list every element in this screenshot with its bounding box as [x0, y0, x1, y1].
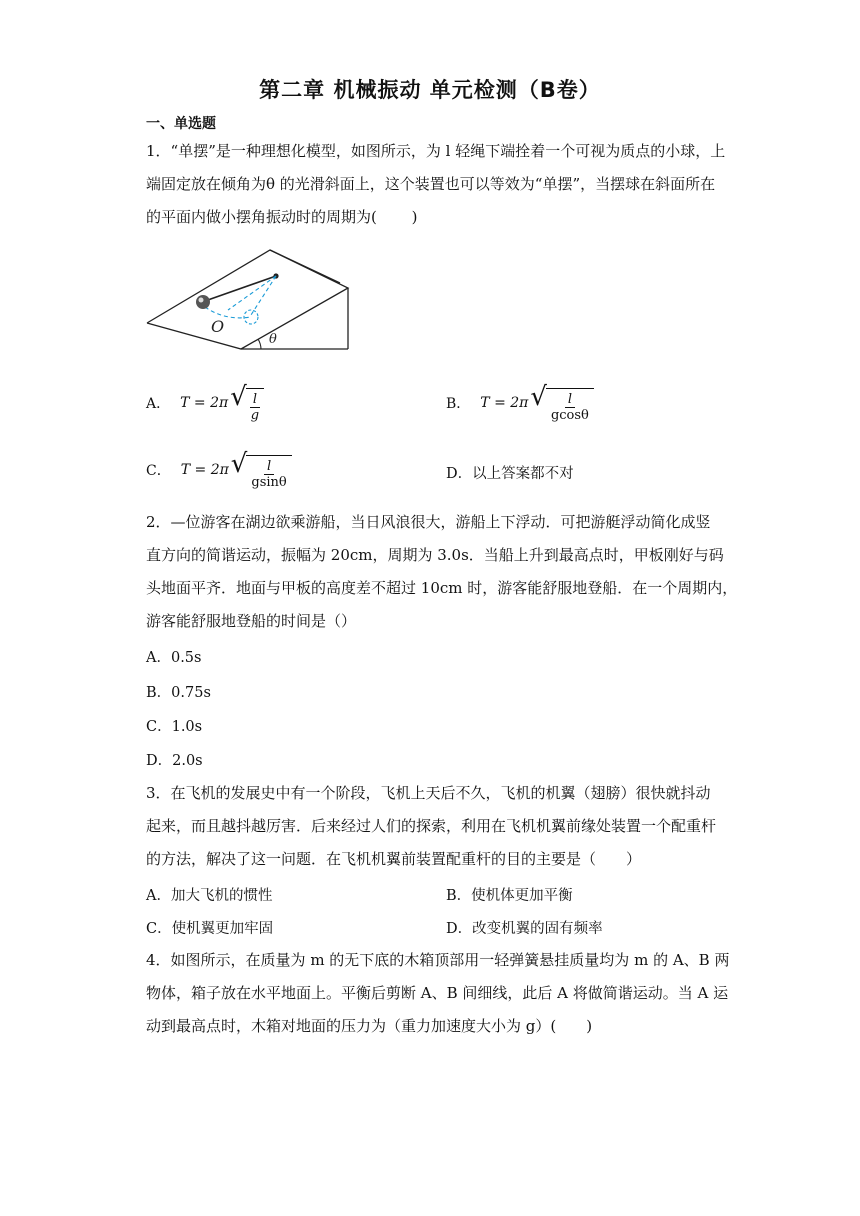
- q1-option-b[interactable]: [446, 382, 594, 423]
- q1-option-c[interactable]: [146, 449, 292, 490]
- sqrt-icon: √: [230, 449, 248, 479]
- q2-line-4: 游客能舒服地登船的时间是（）: [146, 612, 357, 630]
- option-label: C．: [146, 462, 171, 479]
- q4-line-1: 4．如图所示，在质量为 m 的无下底的木箱顶部用一轻弹簧悬挂质量均为 m 的 A、B 两: [146, 951, 730, 969]
- q2-option-a[interactable]: A．0.5s: [146, 650, 202, 666]
- section-heading: 一、单选题: [146, 116, 216, 132]
- q1-line-1: 1．“单摆”是一种理想化模型，如图所示，为 l 轻绳下端拴着一个可视为质点的小球，上: [146, 142, 726, 160]
- q3-option-a[interactable]: A．加大飞机的惯性: [146, 888, 273, 904]
- q1-line-3: 的平面内做小摆角振动时的周期为( ): [146, 208, 418, 226]
- q4-line-2: 物体，箱子放在水平地面上。平衡后剪断 A、B 间细线，此后 A 将做简谐运动。当 A 运: [146, 984, 729, 1002]
- q4-line-3: 动到最高点时，木箱对地面的压力为（重力加速度大小为 g）( ): [146, 1017, 593, 1035]
- q3-option-b[interactable]: B．使机体更加平衡: [446, 888, 573, 904]
- fraction-numerator: l: [264, 459, 274, 475]
- fraction-denominator: g: [250, 408, 260, 423]
- q2-option-b[interactable]: B．0.75s: [146, 685, 211, 701]
- figure-label-theta: θ: [269, 332, 277, 347]
- q2-line-1: 2．—位游客在湖边欲乘游船，当日风浪很大，游船上下浮动．可把游艇浮动简化成竖: [146, 513, 711, 531]
- fraction-numerator: l: [565, 392, 575, 408]
- sqrt-icon: √: [530, 382, 547, 412]
- incline-pendulum-figure: [145, 247, 360, 353]
- q2-line-2: 直方向的简谐运动，振幅为 20cm，周期为 3.0s．当船上升到最高点时，甲板刚好与码: [146, 546, 724, 564]
- q1-option-d[interactable]: D．以上答案都不对: [446, 466, 574, 482]
- q3-line-3: 的方法，解决了这一问题．在飞机机翼前装置配重杆的目的主要是（ ）: [146, 850, 642, 868]
- q1-option-a[interactable]: [146, 382, 264, 423]
- sqrt-icon: √: [230, 382, 247, 412]
- fraction-numerator: l: [250, 392, 260, 408]
- formula-lhs: T = 2π: [480, 394, 529, 411]
- fraction-denominator: gcosθ: [550, 408, 589, 423]
- q3-line-2: 起来，而且越抖越厉害．后来经过人们的探索，利用在飞机机翼前缘处装置一个配重杆: [146, 817, 717, 835]
- q2-line-3: 头地面平齐．地面与甲板的高度差不超过 10cm 时，游客能舒服地登船．在一个周期内，: [146, 579, 738, 597]
- q3-option-c[interactable]: C．使机翼更加牢固: [146, 921, 274, 937]
- q2-option-d[interactable]: D．2.0s: [146, 753, 203, 769]
- q2-option-c[interactable]: C．1.0s: [146, 719, 203, 735]
- figure-label-o: O: [211, 317, 225, 336]
- option-label: B．: [446, 395, 471, 412]
- formula-lhs: T = 2π: [180, 461, 229, 478]
- q3-option-d[interactable]: D．改变机翼的固有频率: [446, 921, 603, 937]
- q1-line-2: 端固定放在倾角为θ 的光滑斜面上，这个装置也可以等效为“单摆”，当摆球在斜面所在: [146, 175, 716, 193]
- option-label: A．: [146, 395, 171, 412]
- fraction-denominator: gsinθ: [251, 475, 287, 490]
- page-title: 第二章 机械振动 单元检测（B卷）: [259, 78, 601, 102]
- q3-line-1: 3．在飞机的发展史中有一个阶段，飞机上天后不久，飞机的机翼（翅膀）很快就抖动: [146, 784, 711, 802]
- formula-lhs: T = 2π: [180, 394, 229, 411]
